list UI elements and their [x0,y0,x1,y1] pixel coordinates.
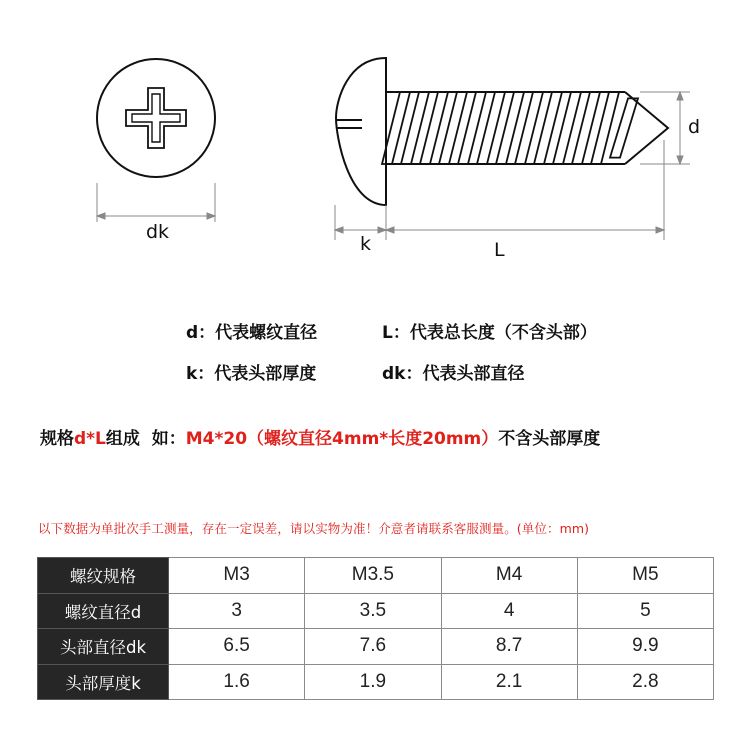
row-label: 螺纹直径d [38,593,169,629]
legend-L: L：代表总长度（不含头部） [382,323,597,343]
table-cell: 7.6 [305,629,441,665]
thread-crest [401,92,429,164]
table-cell: M3 [169,558,305,594]
spec-suffix: 不含头部厚度 [498,429,601,449]
table-cell: 4 [441,593,577,629]
table-cell: M3.5 [305,558,441,594]
table-row [38,664,714,700]
table-cell: 6.5 [169,629,305,665]
spec-example: M4*20（螺纹直径4mm*长度20mm） [185,429,499,449]
dk-dimension [97,183,215,222]
thread-crest [572,92,600,164]
table-cell: 5 [577,593,713,629]
table-cell: 3.5 [305,593,441,629]
spec-format-line [40,424,600,449]
table-cell: 2.1 [441,664,577,700]
table-row [38,629,714,665]
phillips-cross-icon [126,88,186,148]
screw-threads [382,92,638,164]
table-row [38,558,714,594]
spec-formula: d*L [74,429,106,449]
thread-crest [610,98,638,157]
legend-k: k：代表头部厚度 [186,364,317,384]
table-cell: 1.6 [169,664,305,700]
thread-crest [496,92,524,164]
k-label: k [360,233,372,255]
thread-crest [439,92,467,164]
thread-crest [534,92,562,164]
spec-table [37,557,714,700]
thread-crest [477,92,505,164]
table-cell: 2.8 [577,664,713,700]
dk-label: dk [146,221,170,243]
table-cell: 3 [169,593,305,629]
table-row [38,593,714,629]
table-cell: 1.9 [305,664,441,700]
screw-diagram [0,0,750,280]
row-label: 头部厚度k [38,664,169,700]
table-cell: 9.9 [577,629,713,665]
row-label: 螺纹规格 [38,558,169,594]
table-cell: M4 [441,558,577,594]
spec-prefix: 规格 [40,429,74,449]
table-cell: M5 [577,558,713,594]
screw-head-top-view [97,59,215,177]
row-label: 头部直径dk [38,629,169,665]
thread-crest [553,92,581,164]
thread-crest [420,92,448,164]
thread-crest [515,92,543,164]
table-cell: 8.7 [441,629,577,665]
measurement-note: 以下数据为单批次手工测量，存在一定误差，请以实物为准！介意者请联系客服测量。(单位：mm) [38,521,590,536]
legend-d: d：代表螺纹直径 [186,323,318,343]
spec-middle: 组成 如： [105,429,186,449]
d-dimension [640,92,690,164]
thread-crest [591,92,619,164]
L-label: L [494,239,505,261]
d-label: d [688,116,701,138]
legend-dk: dk：代表头部直径 [382,364,525,384]
thread-crest [458,92,486,164]
